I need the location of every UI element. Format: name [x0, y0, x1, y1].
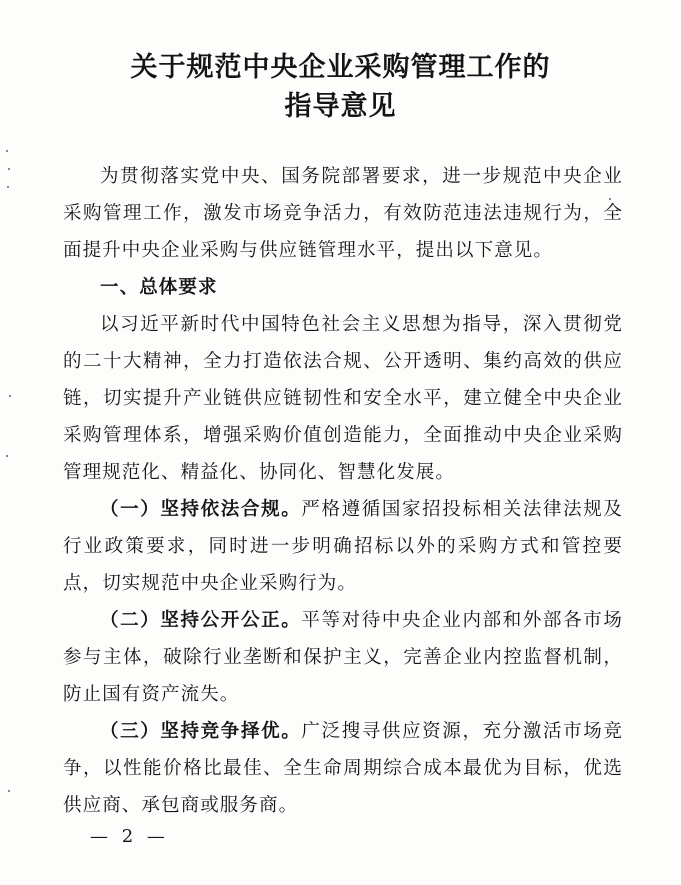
item-text: 平等对待中央企业内部和外部各市场参与主体，破除行业垄断和保护主义，完善企业内控监督机制，防止国有资产流失。 [63, 610, 623, 705]
item-text: 广泛搜寻供应资源，充分激活市场竞争，以性能价格比最佳、全生命周期综合成本最优为目标，优选供应商、承包商或服务商。 [63, 721, 623, 816]
item-paragraph [63, 491, 623, 602]
scan-speck [6, 455, 8, 457]
scan-speck [6, 150, 8, 152]
document-title-line-1: 关于规范中央企业采购管理工作的 [130, 52, 551, 83]
intro-paragraph: 为贯彻落实党中央、国务院部署要求，进一步规范中央企业采购管理工作，激发市场竞争活力，有效防范违法违规行为，全面提升中央企业采购与供应链管理水平，提出以下意见。 [63, 166, 623, 261]
scan-speck [8, 790, 10, 792]
section-paragraph: 以习近平新时代中国特色社会主义思想为指导，深入贯彻党的二十大精神，全力打造依法合规、公开透明、集约高效的供应链，切实提升产业链供应链韧性和安全水平，建立健全中央企业采购管理体系，增强采购价值创造能力，全面推动中央企业采购管理规范化、精益化、协同化、智慧化发展。 [63, 314, 623, 483]
scan-speck [8, 168, 10, 170]
item-label: （一）坚持依法合规。 [100, 499, 302, 520]
scan-speck [9, 395, 11, 397]
item-text: 严格遵循国家招投标相关法律法规及行业政策要求，同时进一步明确招标以外的采购方式和管控要点，切实规范中央企业采购行为。 [63, 499, 623, 594]
section-heading: 一、总体要求 [100, 277, 218, 298]
page-number: — 2 — [90, 826, 169, 847]
item-paragraph [63, 602, 623, 713]
item-label: （二）坚持公开公正。 [100, 610, 302, 631]
document-body [63, 158, 623, 824]
document-title-line-2: 指导意见 [284, 91, 397, 122]
scan-speck [7, 186, 9, 188]
scan-speck [609, 198, 611, 200]
item-paragraph [63, 713, 623, 824]
item-label: （三）坚持竞争择优。 [100, 721, 302, 742]
